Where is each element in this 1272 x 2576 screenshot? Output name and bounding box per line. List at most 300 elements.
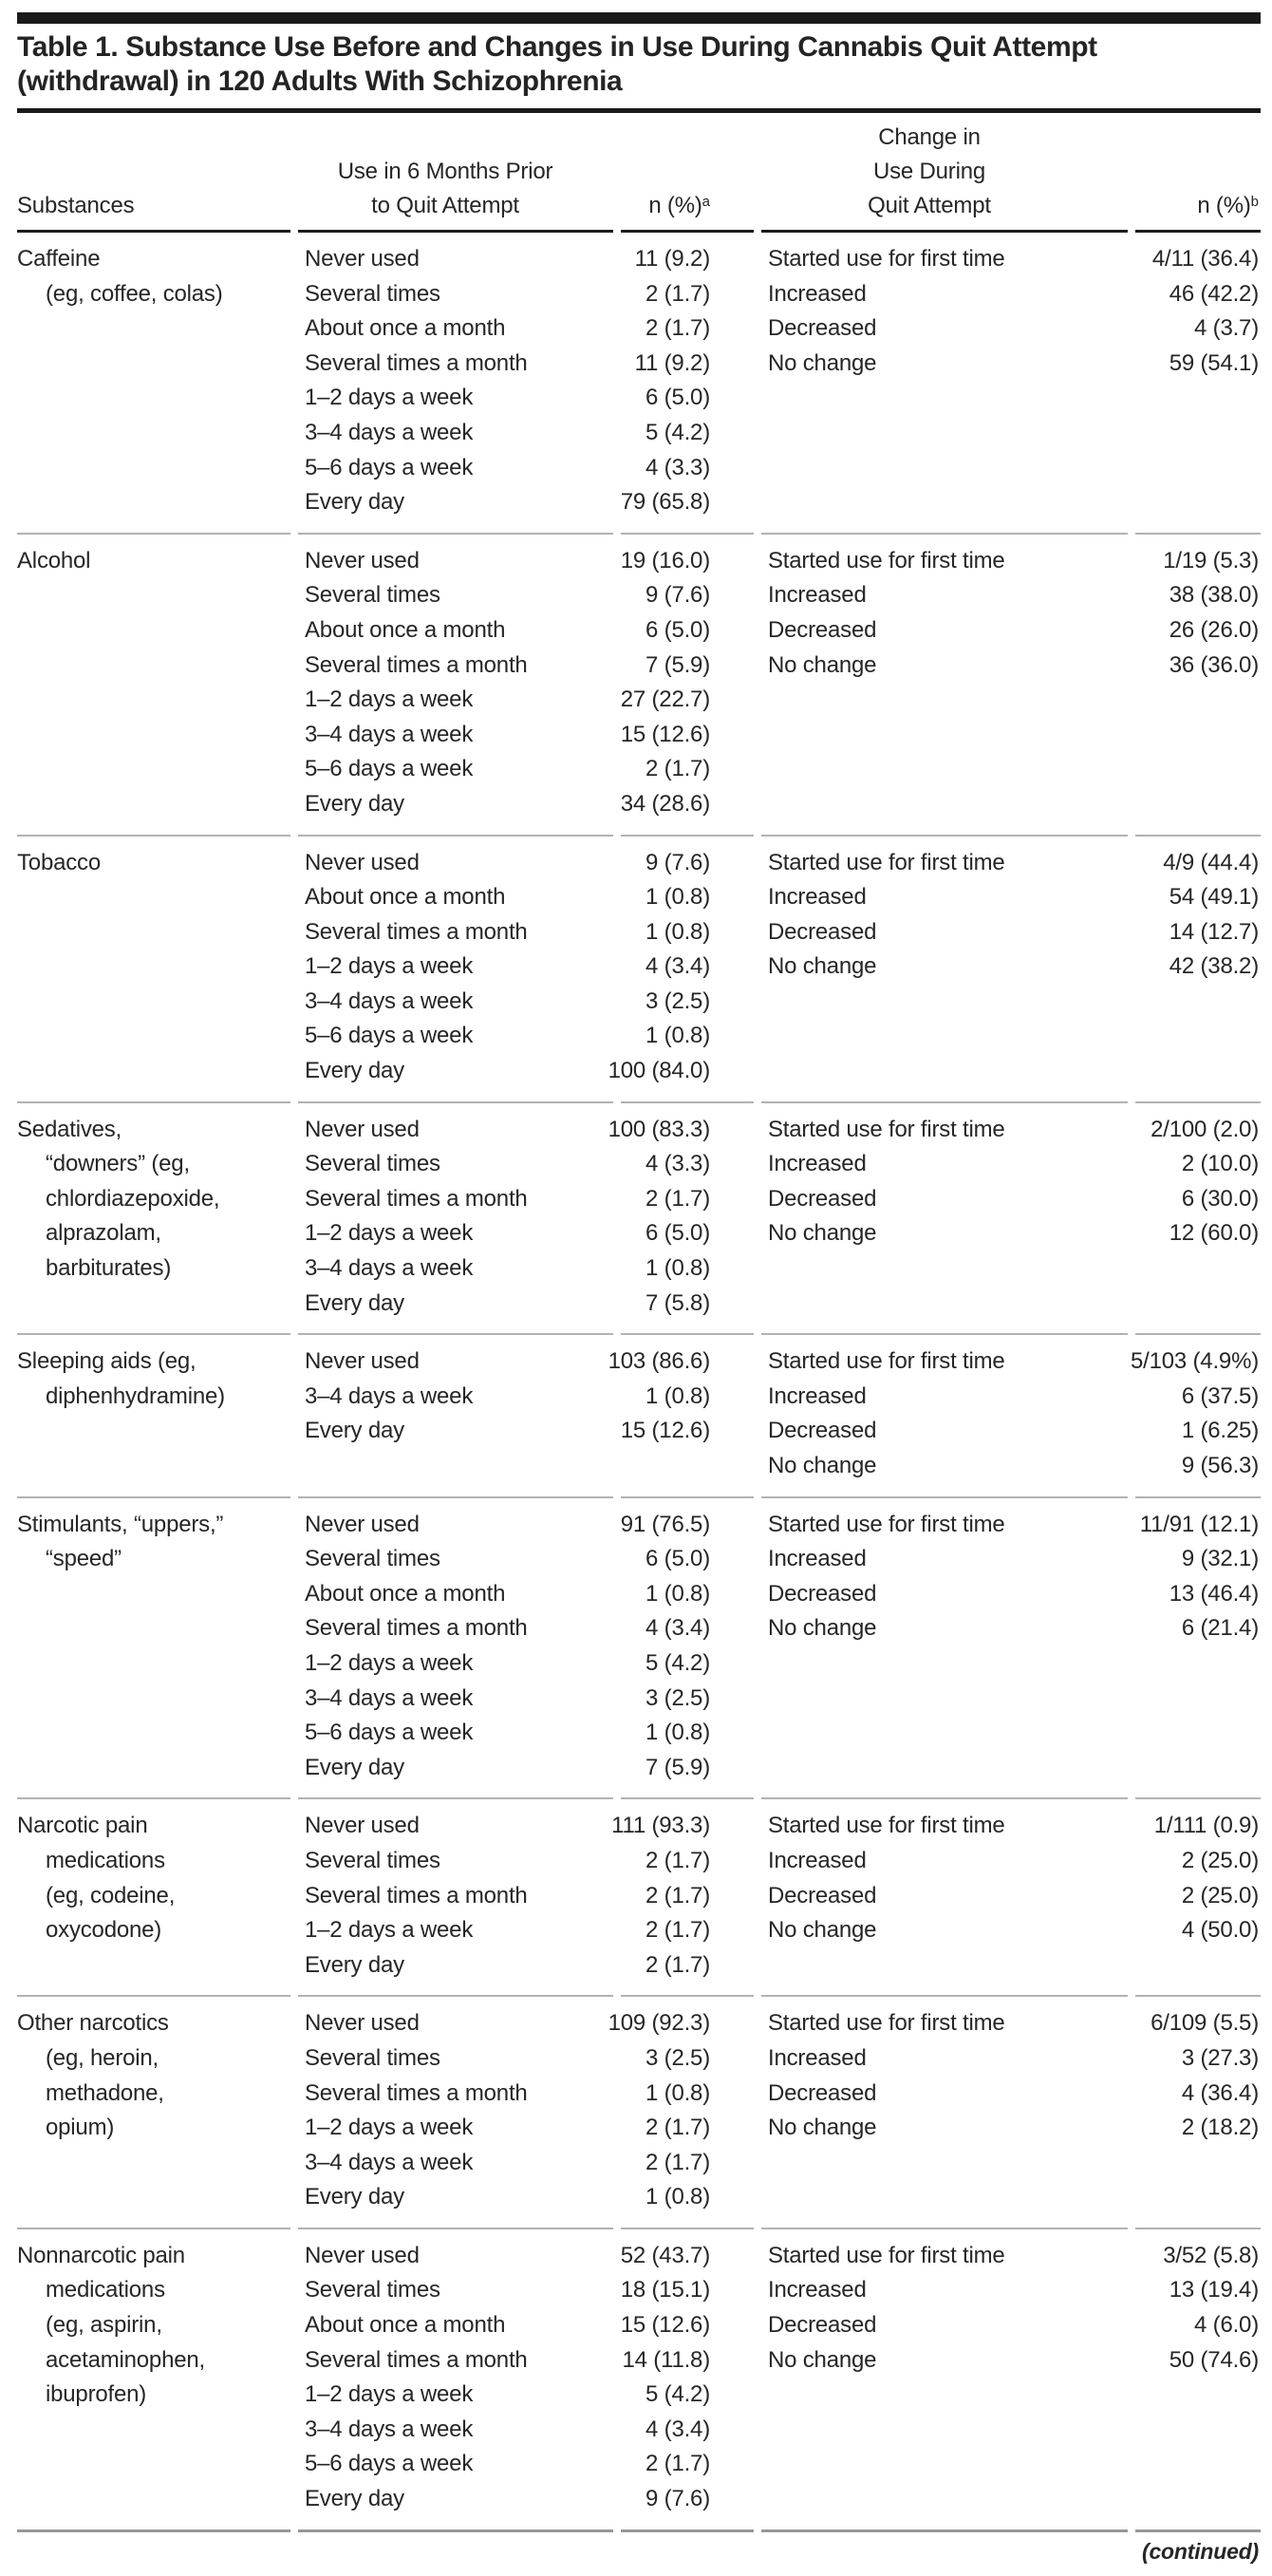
rule-segment <box>17 533 290 535</box>
substance-section <box>0 1498 1272 1798</box>
change-n-value: 3 (27.3) <box>1181 2044 1259 2071</box>
prior-n-value: 2 (1.7) <box>645 756 710 782</box>
rule-segment <box>17 1995 290 1997</box>
substance-name-line: Other narcotics <box>17 2010 169 2037</box>
rule-segment <box>17 230 290 233</box>
prior-n-value: 18 (15.1) <box>620 2277 710 2303</box>
substance-name-line: diphenhydramine) <box>46 1382 225 1409</box>
change-n-cell <box>1115 1508 1272 1786</box>
prior-n-value: 5 (4.2) <box>645 419 710 445</box>
change-n-cell <box>1115 2006 1272 2215</box>
change-label: Started use for first time <box>768 246 1005 272</box>
change-n-value: 6 (37.5) <box>1181 1382 1259 1409</box>
prior-n-cell <box>606 846 743 1089</box>
prior-n-value: 100 (83.3) <box>608 1116 710 1142</box>
rule-segment <box>17 1496 290 1498</box>
change-n-cell <box>1115 1344 1272 1483</box>
change-label: Decreased <box>768 1882 877 1908</box>
prior-n-value: 6 (5.0) <box>645 1220 710 1247</box>
rule-segment <box>17 1333 290 1335</box>
prior-n-value: 100 (84.0) <box>608 1058 710 1084</box>
column-header-n-pct-b <box>1115 185 1272 223</box>
change-n-cell <box>1115 1809 1272 1983</box>
rule-segment <box>621 1101 754 1103</box>
prior-n-value: 19 (16.0) <box>620 547 710 573</box>
rule-segment <box>298 2228 613 2229</box>
change-label: Increased <box>768 582 867 609</box>
frequency-label: Several times a month <box>305 918 528 945</box>
prior-n-value: 27 (22.7) <box>620 686 710 713</box>
prior-n-value: 4 (3.4) <box>645 953 710 980</box>
frequency-label: 5–6 days a week <box>305 1720 474 1746</box>
prior-frequency-cell <box>285 1508 606 1786</box>
frequency-label: Never used <box>305 246 420 272</box>
prior-n-value: 1 (0.8) <box>645 1580 710 1607</box>
column-header-change-line-2: Use During <box>872 159 986 184</box>
prior-n-value: 2 (1.7) <box>645 1917 710 1944</box>
prior-n-value: 109 (92.3) <box>608 2010 710 2037</box>
change-n-value: 4/11 (36.4) <box>1151 246 1259 272</box>
rule-segment <box>761 533 1128 535</box>
frequency-label: Never used <box>305 1348 420 1375</box>
table-body <box>0 233 1272 2529</box>
change-n-value: 4 (6.0) <box>1194 2312 1259 2339</box>
substance-name-line: Sleeping aids (eg, <box>17 1348 196 1375</box>
prior-n-value: 1 (0.8) <box>645 1255 710 1282</box>
change-n-cell <box>1115 544 1272 822</box>
rule-segment <box>621 2529 754 2532</box>
change-label: No change <box>768 1917 877 1944</box>
rule-segment <box>621 1995 754 1997</box>
frequency-label: Never used <box>305 547 420 573</box>
substance-section <box>0 535 1272 835</box>
substance-name-line: medications <box>46 1847 165 1873</box>
change-label: Increased <box>768 2277 867 2303</box>
column-header-prior-use-line-1: Use in 6 Months Prior <box>337 159 553 184</box>
change-n-value: 14 (12.7) <box>1169 918 1259 945</box>
prior-n-value: 3 (2.5) <box>645 2044 710 2071</box>
change-label: Increased <box>768 1151 867 1177</box>
section-divider <box>17 1101 1261 1103</box>
change-label: No change <box>768 651 877 678</box>
frequency-label: Several times <box>305 280 440 307</box>
section-divider <box>17 1797 1261 1799</box>
prior-n-cell <box>606 242 743 520</box>
prior-n-value: 6 (5.0) <box>645 616 710 643</box>
rule-segment <box>298 1496 613 1498</box>
prior-n-value: 1 (0.8) <box>645 2079 710 2106</box>
change-cell <box>743 1508 1115 1786</box>
substance-name-line: acetaminophen, <box>46 2346 205 2373</box>
rule-segment <box>761 1101 1128 1103</box>
frequency-label: 3–4 days a week <box>305 987 474 1014</box>
rule-segment <box>1135 1101 1261 1103</box>
rule-segment <box>298 533 613 535</box>
change-label: No change <box>768 1615 877 1642</box>
frequency-label: Several times <box>305 1546 440 1572</box>
n-pct-label: n (%) <box>648 193 702 218</box>
frequency-label: 3–4 days a week <box>305 1255 474 1282</box>
change-n-value: 4 (36.4) <box>1181 2079 1259 2106</box>
substance-name-line: chlordiazepoxide, <box>46 1185 220 1212</box>
substance-cell <box>0 846 285 1089</box>
change-n-cell <box>1115 2239 1272 2517</box>
prior-n-value: 11 (9.2) <box>634 349 710 376</box>
change-cell <box>743 2006 1115 2215</box>
substance-name-line: Narcotic pain <box>17 1813 148 1839</box>
rule-segment <box>761 2529 1128 2532</box>
frequency-label: 1–2 days a week <box>305 1220 474 1247</box>
table-title-line-1: Table 1. Substance Use Before and Changes in Use During Cannabis Quit Attempt <box>17 31 1097 63</box>
prior-n-value: 1 (0.8) <box>645 884 710 911</box>
rule-segment <box>761 1797 1128 1799</box>
change-label: Started use for first time <box>768 2010 1005 2037</box>
change-label: Started use for first time <box>768 1813 1005 1839</box>
section-divider <box>17 835 1261 837</box>
substance-name-line: Caffeine <box>17 246 101 272</box>
prior-n-value: 15 (12.6) <box>620 2312 710 2339</box>
change-label: Increased <box>768 884 867 911</box>
frequency-label: 1–2 days a week <box>305 1649 474 1676</box>
frequency-label: 3–4 days a week <box>305 721 474 747</box>
rule-segment <box>621 835 754 837</box>
prior-n-value: 2 (1.7) <box>645 1847 710 1873</box>
frequency-label: 3–4 days a week <box>305 2416 474 2442</box>
substance-name-line: ibuprofen) <box>46 2381 147 2408</box>
frequency-label: Several times a month <box>305 349 528 376</box>
column-header-prior-use-line-2: to Quit Attempt <box>371 193 519 218</box>
prior-n-value: 3 (2.5) <box>645 1684 710 1711</box>
prior-n-value: 1 (0.8) <box>645 1023 710 1049</box>
substance-section <box>0 233 1272 533</box>
prior-n-value: 103 (86.6) <box>608 1348 710 1375</box>
change-n-value: 1/111 (0.9) <box>1153 1813 1259 1839</box>
change-n-value: 26 (26.0) <box>1169 616 1259 643</box>
substance-section <box>0 1103 1272 1334</box>
prior-frequency-cell <box>285 1809 606 1983</box>
rule-segment <box>1135 1333 1261 1335</box>
prior-frequency-cell <box>285 242 606 520</box>
change-n-value: 6 (21.4) <box>1181 1615 1259 1642</box>
frequency-label: Never used <box>305 1813 420 1839</box>
table-title-line-2: (withdrawal) in 120 Adults With Schizophrenia <box>17 66 623 97</box>
prior-n-cell <box>606 1344 743 1483</box>
prior-frequency-cell <box>285 544 606 822</box>
change-n-value: 1/19 (5.3) <box>1163 547 1259 573</box>
prior-n-value: 1 (0.8) <box>645 1720 710 1746</box>
rule-segment <box>17 835 290 837</box>
frequency-label: Several times <box>305 1151 440 1177</box>
prior-n-value: 2 (1.7) <box>645 1882 710 1908</box>
substance-name-line: Sedatives, <box>17 1116 122 1142</box>
rule-segment <box>298 1995 613 1997</box>
substance-cell <box>0 1508 285 1786</box>
column-header-n-pct-a <box>606 185 743 223</box>
rule-segment <box>1135 2228 1261 2229</box>
rule-segment <box>298 835 613 837</box>
frequency-label: Every day <box>305 1418 404 1444</box>
prior-n-value: 15 (12.6) <box>620 1418 710 1444</box>
prior-n-value: 1 (0.8) <box>645 918 710 945</box>
rule-segment <box>621 2228 754 2229</box>
change-label: Increased <box>768 1847 867 1873</box>
prior-n-value: 9 (7.6) <box>645 582 710 609</box>
frequency-label: About once a month <box>305 1580 506 1607</box>
frequency-label: Several times a month <box>305 2079 528 2106</box>
frequency-label: 3–4 days a week <box>305 2149 474 2175</box>
change-label: Decreased <box>768 315 877 342</box>
prior-n-value: 4 (3.3) <box>645 454 710 480</box>
frequency-label: Several times a month <box>305 1882 528 1908</box>
substance-section <box>0 837 1272 1101</box>
change-n-value: 2 (18.2) <box>1181 2115 1259 2141</box>
change-n-value: 2 (25.0) <box>1181 1847 1259 1873</box>
prior-n-cell <box>606 2239 743 2517</box>
change-cell <box>743 1809 1115 1983</box>
frequency-label: Every day <box>305 2486 404 2512</box>
change-n-value: 13 (19.4) <box>1169 2277 1259 2303</box>
rule-segment <box>298 1333 613 1335</box>
frequency-label: Never used <box>305 1511 420 1537</box>
n-pct-label: n (%) <box>1197 193 1251 218</box>
change-label: Increased <box>768 280 867 307</box>
column-header-prior-use <box>285 155 606 223</box>
change-label: Decreased <box>768 1418 877 1444</box>
change-label: Started use for first time <box>768 1511 1005 1537</box>
change-cell <box>743 1344 1115 1483</box>
frequency-label: About once a month <box>305 315 506 342</box>
prior-n-value: 34 (28.6) <box>620 790 710 817</box>
rule-segment <box>761 1995 1128 1997</box>
rule-segment <box>1135 835 1261 837</box>
prior-n-value: 2 (1.7) <box>645 280 710 307</box>
substance-cell <box>0 1809 285 1983</box>
prior-frequency-cell <box>285 846 606 1089</box>
substance-cell <box>0 1113 285 1322</box>
rule-segment <box>298 230 613 233</box>
substance-name-line: methadone, <box>46 2079 164 2106</box>
rule-segment <box>1135 230 1261 233</box>
continued-note: (continued) <box>1142 2538 1259 2564</box>
prior-n-value: 7 (5.8) <box>645 1289 710 1316</box>
column-header-change <box>743 121 1115 223</box>
substance-name-line: (eg, coffee, colas) <box>46 280 223 307</box>
change-label: No change <box>768 2115 877 2141</box>
substance-cell <box>0 544 285 822</box>
frequency-label: Several times <box>305 2044 440 2071</box>
frequency-label: Never used <box>305 2010 420 2037</box>
frequency-label: 3–4 days a week <box>305 419 474 445</box>
change-n-value: 6/109 (5.5) <box>1150 2010 1259 2037</box>
change-n-cell <box>1115 242 1272 520</box>
substance-name-line: medications <box>46 2277 165 2303</box>
frequency-label: Every day <box>305 2184 404 2210</box>
change-n-value: 50 (74.6) <box>1169 2346 1259 2373</box>
rule-segment <box>761 230 1128 233</box>
frequency-label: Every day <box>305 1951 404 1978</box>
column-header-change-line-3: Quit Attempt <box>868 193 991 218</box>
prior-n-value: 2 (1.7) <box>645 1951 710 1978</box>
change-cell <box>743 846 1115 1089</box>
change-n-value: 2 (25.0) <box>1181 1882 1259 1908</box>
substance-name-line: “speed” <box>46 1546 122 1572</box>
change-n-value: 9 (32.1) <box>1181 1546 1259 1572</box>
substance-cell <box>0 2006 285 2215</box>
change-label: No change <box>768 1220 877 1247</box>
change-label: Decreased <box>768 2312 877 2339</box>
substance-cell <box>0 242 285 520</box>
footnote-marker-a: a <box>701 194 710 210</box>
change-label: No change <box>768 953 877 980</box>
frequency-label: Never used <box>305 849 420 875</box>
substance-section <box>0 1799 1272 1995</box>
change-label: Increased <box>768 1546 867 1572</box>
frequency-label: About once a month <box>305 616 506 643</box>
change-cell <box>743 242 1115 520</box>
frequency-label: 1–2 days a week <box>305 686 474 713</box>
change-n-value: 4 (3.7) <box>1194 315 1259 342</box>
change-n-value: 42 (38.2) <box>1169 953 1259 980</box>
section-divider <box>17 2228 1261 2229</box>
change-n-value: 2/100 (2.0) <box>1150 1116 1259 1142</box>
rule-segment <box>17 2529 290 2532</box>
prior-n-value: 4 (3.3) <box>645 1151 710 1177</box>
frequency-label: Every day <box>305 790 404 817</box>
change-label: Started use for first time <box>768 1348 1005 1375</box>
prior-frequency-cell <box>285 1113 606 1322</box>
substance-section <box>0 1335 1272 1495</box>
prior-n-value: 2 (1.7) <box>645 2115 710 2141</box>
frequency-label: About once a month <box>305 884 506 911</box>
section-divider <box>17 533 1261 535</box>
rule-segment <box>298 1797 613 1799</box>
prior-n-value: 14 (11.8) <box>622 2346 710 2373</box>
prior-n-value: 91 (76.5) <box>620 1511 710 1537</box>
change-n-value: 4 (50.0) <box>1181 1917 1259 1944</box>
change-label: No change <box>768 2346 877 2373</box>
frequency-label: Never used <box>305 2242 420 2268</box>
column-header-change-line-1: Change in <box>878 124 981 150</box>
frequency-label: Every day <box>305 1754 404 1780</box>
change-n-value: 3/52 (5.8) <box>1163 2242 1259 2268</box>
frequency-label: Several times <box>305 1847 440 1873</box>
prior-n-value: 7 (5.9) <box>645 651 710 678</box>
substance-cell <box>0 1344 285 1483</box>
change-n-value: 54 (49.1) <box>1169 884 1259 911</box>
frequency-label: Several times a month <box>305 651 528 678</box>
substance-name-line: Nonnarcotic pain <box>17 2242 185 2268</box>
column-header-row <box>0 113 1272 230</box>
prior-n-value: 79 (65.8) <box>620 489 710 516</box>
rule-segment <box>1135 1995 1261 1997</box>
substance-name-line: barbiturates) <box>46 1255 172 1282</box>
frequency-label: Every day <box>305 1058 404 1084</box>
change-n-value: 12 (60.0) <box>1169 1220 1259 1247</box>
prior-n-value: 2 (1.7) <box>645 315 710 342</box>
rule-segment <box>298 2529 613 2532</box>
substance-name-line: Tobacco <box>17 849 101 875</box>
frequency-label: 1–2 days a week <box>305 385 474 411</box>
change-label: Decreased <box>768 918 877 945</box>
change-label: No change <box>768 1453 877 1478</box>
frequency-label: Several times <box>305 2277 440 2303</box>
prior-n-value: 9 (7.6) <box>645 2486 710 2512</box>
prior-frequency-cell <box>285 1344 606 1483</box>
prior-n-value: 5 (4.2) <box>645 1649 710 1676</box>
change-n-value: 11/91 (12.1) <box>1139 1511 1259 1537</box>
change-cell <box>743 2239 1115 2517</box>
rule-segment <box>17 1797 290 1799</box>
frequency-label: Several times a month <box>305 1185 528 1212</box>
change-cell <box>743 1113 1115 1322</box>
table-top-bar <box>17 12 1261 24</box>
change-label: Decreased <box>768 616 877 643</box>
change-n-value: 1 (6.25) <box>1181 1418 1259 1444</box>
rule-segment <box>621 1496 754 1498</box>
substance-section <box>0 2229 1272 2529</box>
frequency-label: 3–4 days a week <box>305 1684 474 1711</box>
column-header-substances: Substances <box>17 193 135 218</box>
prior-frequency-cell <box>285 2006 606 2215</box>
footnote-marker-b: b <box>1250 194 1259 210</box>
frequency-label: Several times a month <box>305 2346 528 2373</box>
substance-cell <box>0 2239 285 2517</box>
change-n-value: 6 (30.0) <box>1181 1185 1259 1212</box>
frequency-label: Several times a month <box>305 1615 528 1642</box>
change-label: No change <box>768 349 877 376</box>
prior-n-cell <box>606 2006 743 2215</box>
frequency-label: 1–2 days a week <box>305 2115 474 2141</box>
prior-n-value: 2 (1.7) <box>645 1185 710 1212</box>
rule-segment <box>761 2228 1128 2229</box>
prior-n-value: 52 (43.7) <box>620 2242 710 2268</box>
frequency-label: Several times <box>305 582 440 609</box>
prior-n-value: 3 (2.5) <box>645 987 710 1014</box>
change-n-value: 38 (38.0) <box>1169 582 1259 609</box>
substance-name-line: opium) <box>46 2115 115 2141</box>
frequency-label: Every day <box>305 489 404 516</box>
frequency-label: 1–2 days a week <box>305 2381 474 2408</box>
rule-segment <box>298 1101 613 1103</box>
substance-name-line: (eg, aspirin, <box>46 2312 162 2339</box>
frequency-label: Never used <box>305 1116 420 1142</box>
section-divider <box>17 1496 1261 1498</box>
substance-name-line: alprazolam, <box>46 1220 161 1247</box>
change-label: Started use for first time <box>768 1116 1005 1142</box>
substance-name-line: Stimulants, “uppers,” <box>17 1511 224 1537</box>
substance-name-line: “downers” (eg, <box>46 1151 190 1177</box>
prior-n-value: 4 (3.4) <box>645 1615 710 1642</box>
change-label: Increased <box>768 2044 867 2071</box>
frequency-label: 1–2 days a week <box>305 953 474 980</box>
change-cell <box>743 544 1115 822</box>
change-label: Started use for first time <box>768 849 1005 875</box>
frequency-label: 5–6 days a week <box>305 454 474 480</box>
prior-n-value: 11 (9.2) <box>634 246 710 272</box>
rule-segment <box>1135 1496 1261 1498</box>
change-label: Started use for first time <box>768 2242 1005 2268</box>
prior-n-value: 111 (93.3) <box>611 1813 710 1839</box>
frequency-label: Every day <box>305 1289 404 1316</box>
rule-segment <box>621 230 754 233</box>
change-n-cell <box>1115 846 1272 1089</box>
rule-segment <box>1135 1797 1261 1799</box>
header-divider <box>17 230 1261 233</box>
prior-n-value: 2 (1.7) <box>645 2149 710 2175</box>
substance-name-line: (eg, codeine, <box>46 1882 176 1908</box>
substance-name-line: oxycodone) <box>46 1917 162 1944</box>
prior-n-cell <box>606 1113 743 1322</box>
